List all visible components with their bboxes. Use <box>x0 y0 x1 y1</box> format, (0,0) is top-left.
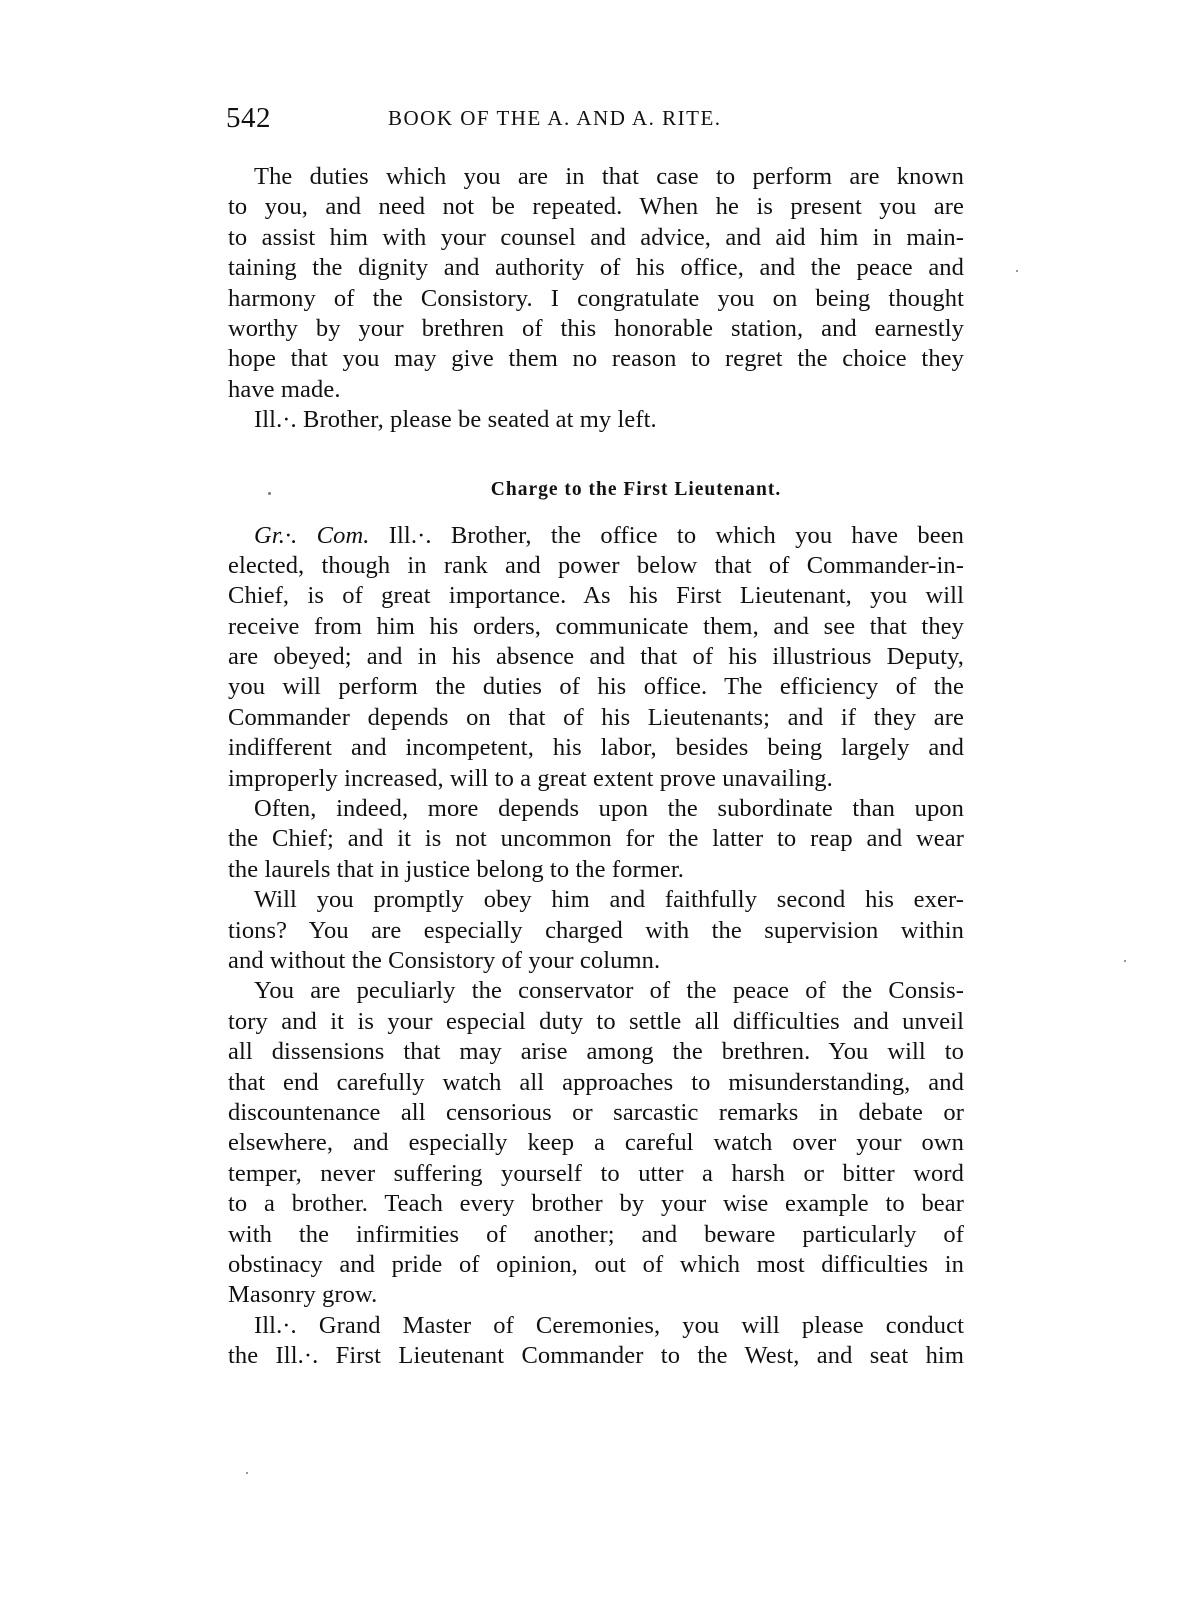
text-line: indifferent and incompetent, his labor, besides being largely and <box>228 734 964 762</box>
text-line: improperly increased, will to a great extent prove unavailing. <box>228 764 833 792</box>
text-line: elsewhere, and especially keep a careful watch over your own <box>228 1129 964 1157</box>
text-line: discountenance all censorious or sarcastic remarks in debate or <box>228 1098 964 1126</box>
text-fragment: Ill.·. Brother, the office to which you have been <box>388 521 965 549</box>
text-line: are obeyed; and in his absence and that of his illustrious Deputy, <box>228 643 964 671</box>
text-line: Ill.·. Grand Master of Ceremonies, you will please conduct <box>254 1311 964 1339</box>
text-line: to assist him with your counsel and advice, and aid him in main- <box>228 223 964 251</box>
paper-speck <box>268 492 271 495</box>
text-line: tions? You are especially charged with the supervision within <box>228 916 964 944</box>
text-line: to you, and need not be repeated. When he is present you are <box>228 193 964 221</box>
speaker-label: Gr.·. Com. <box>254 521 370 549</box>
paper-speck <box>1124 960 1126 962</box>
text-line: temper, never suffering yourself to utter a harsh or bitter word <box>228 1159 964 1187</box>
text-line: the Ill.·. First Lieutenant Commander to the West, and seat him <box>228 1342 964 1370</box>
text-line: you will perform the duties of his office. The efficiency of the <box>228 673 964 701</box>
text-line: Ill.·. Brother, please be seated at my left. <box>254 406 657 434</box>
paragraph-ceremonies <box>228 1311 964 1372</box>
running-title: BOOK OF THE A. AND A. RITE. <box>388 106 722 130</box>
text-line: The duties which you are in that case to perform are known <box>254 163 964 190</box>
paragraph-office <box>228 521 964 795</box>
text-line: hope that you may give them no reason to regret the choice they <box>228 345 964 373</box>
text-line: tory and it is your especial duty to settle all difficulties and unveil <box>228 1007 964 1035</box>
text-line: Will you promptly obey him and faithfully second his exer- <box>254 886 964 914</box>
text-line: Masonry grow. <box>228 1281 378 1309</box>
paper-speck <box>246 1472 248 1474</box>
paragraph-conservator <box>228 976 964 1310</box>
text-line: Commander depends on that of his Lieutenants; and if they are <box>228 703 964 731</box>
text-line: taining the dignity and authority of his office, and the peace and <box>228 254 964 282</box>
text-line: worthy by your brethren of this honorable station, and earnestly <box>228 314 964 342</box>
text-line: Often, indeed, more depends upon the subordinate than upon <box>254 795 964 823</box>
paragraph-duties <box>228 162 964 405</box>
text-line-with-speaker <box>228 521 964 551</box>
text-line: You are peculiarly the conservator of the peace of the Consis- <box>254 977 964 1005</box>
text-line: the laurels that in justice belong to the former. <box>228 855 684 883</box>
text-line: the Chief; and it is not uncommon for the latter to reap and wear <box>228 825 964 853</box>
paper-speck <box>1016 270 1018 272</box>
text-line: with the infirmities of another; and beware particularly of <box>228 1220 964 1248</box>
text-line: all dissensions that may arise among the brethren. You will to <box>228 1038 964 1066</box>
text-line: that end carefully watch all approaches to misunderstanding, and <box>228 1068 964 1096</box>
paragraph-subordinate <box>228 794 964 885</box>
section-heading: Charge to the First Lieutenant. <box>490 478 782 500</box>
text-line: elected, though in rank and power below that of Commander-in- <box>228 551 964 579</box>
text-line: to a brother. Teach every brother by your wise example to bear <box>228 1190 964 1218</box>
body-text <box>228 162 964 1371</box>
text-line: have made. <box>228 375 341 403</box>
text-line: and without the Consistory of your column. <box>228 946 661 974</box>
paragraph-seated <box>228 405 964 435</box>
page-number: 542 <box>226 102 271 134</box>
text-line: obstinacy and pride of opinion, out of which most difficulties in <box>228 1250 964 1278</box>
paragraph-obey <box>228 885 964 976</box>
text-line: Chief, is of great importance. As his First Lieutenant, you will <box>228 582 964 610</box>
text-line: harmony of the Consistory. I congratulate you on being thought <box>228 284 964 312</box>
text-line: receive from him his orders, communicate them, and see that they <box>228 612 964 640</box>
running-head <box>226 102 806 142</box>
